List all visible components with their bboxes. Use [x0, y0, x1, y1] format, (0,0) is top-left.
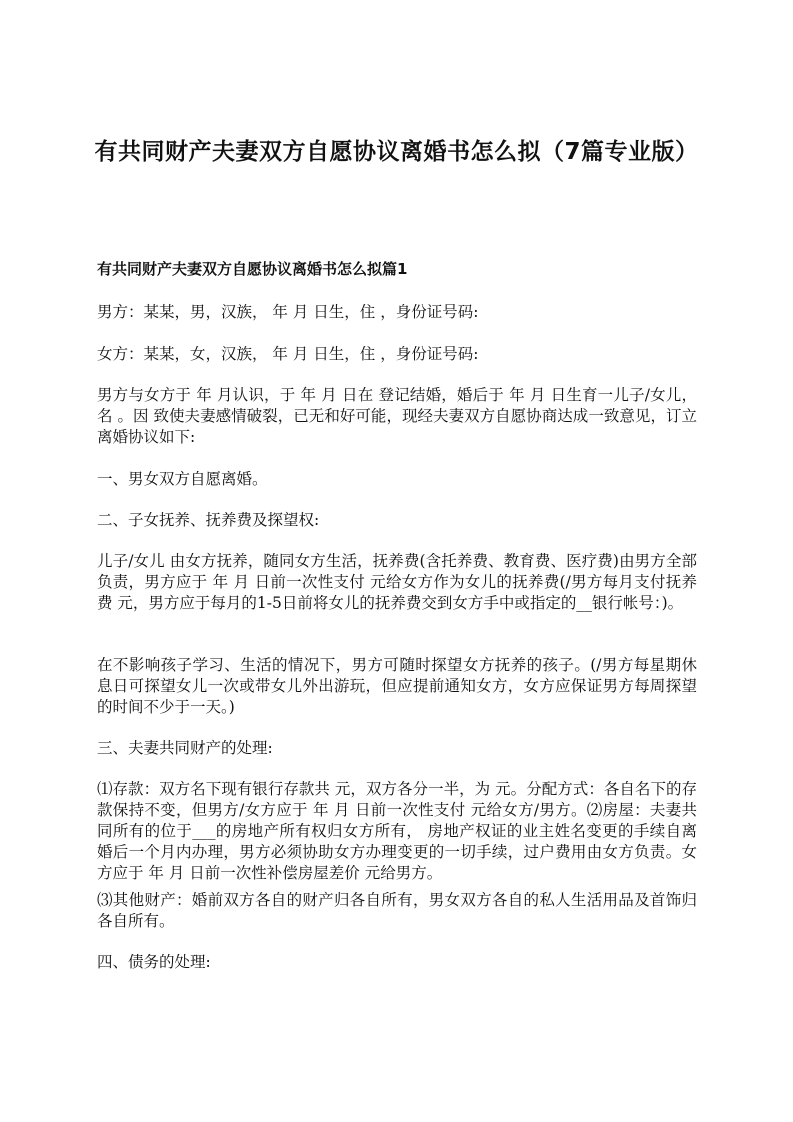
paragraph-clause-2-heading: 二、子女抚养、抚养费及探望权: — [97, 511, 320, 529]
paragraph-marriage-background: 男方与女方于 年 月认识，于 年 月 日在 登记结婚，婚后于 年 月 日生育一儿子/女儿，名 。因 致使夫妻感情破裂，已无和好可能，现经夫妻双方自愿协商达成一致意见，订立离婚协议如下: — [97, 386, 697, 446]
paragraph-other-property: ⑶其他财产：婚前双方各自的财产归各自所有，男女双方各自的私人生活用品及首饰归各自所有。 — [97, 891, 697, 930]
paragraph-clause-4-heading: 四、债务的处理: — [97, 953, 211, 971]
paragraph-male-party: 男方：某某，男，汉族， 年 月 日生，住 ，身份证号码: — [97, 303, 479, 321]
paragraph-savings-and-house: ⑴存款：双方名下现有银行存款共 元，双方各分一半，为 元。分配方式：各自名下的存款保持不变，但男方/女方应于 年 月 日前一次性支付 元给女方/男方。⑵房屋：夫妻共同所有的位于___的房地产所有权归女方所有， 房地产权证的业主姓名变更的手续自离婚后一个月内办理，男方必须协助女方办理变更的一切手续，过户费用由女方负责。女方应于 年 月 日前一次性补偿房屋差价 元给男方。 — [97, 780, 697, 882]
paragraph-child-support: 儿子/女儿 由女方抚养，随同女方生活，抚养费(含托养费、教育费、医疗费)由男方全部负责，男方应于 年 月 日前一次性支付 元给女方作为女儿的抚养费(/男方每月支付抚养费 元，男方应于每月的1-5日前将女儿的抚养费交到女方手中或指定的__银行帐号：)。 — [97, 552, 697, 612]
paragraph-clause-3-heading: 三、夫妻共同财产的处理: — [97, 739, 273, 757]
section-title: 有共同财产夫妻双方自愿协议离婚书怎么拟篇1 — [97, 260, 408, 278]
paragraph-female-party: 女方：某某，女，汉族， 年 月 日生，住 ，身份证号码: — [97, 345, 479, 363]
paragraph-visitation: 在不影响孩子学习、生活的情况下，男方可随时探望女方抚养的孩子。(/男方每星期休息日可探望女儿一次或带女儿外出游玩，但应提前通知女方，女方应保证男方每周探望的时间不少于一天。) — [97, 656, 697, 716]
document-title: 有共同财产夫妻双方自愿协议离婚书怎么拟（7篇专业版） — [94, 139, 699, 165]
paragraph-clause-1: 一、男女双方自愿离婚。 — [97, 470, 268, 488]
